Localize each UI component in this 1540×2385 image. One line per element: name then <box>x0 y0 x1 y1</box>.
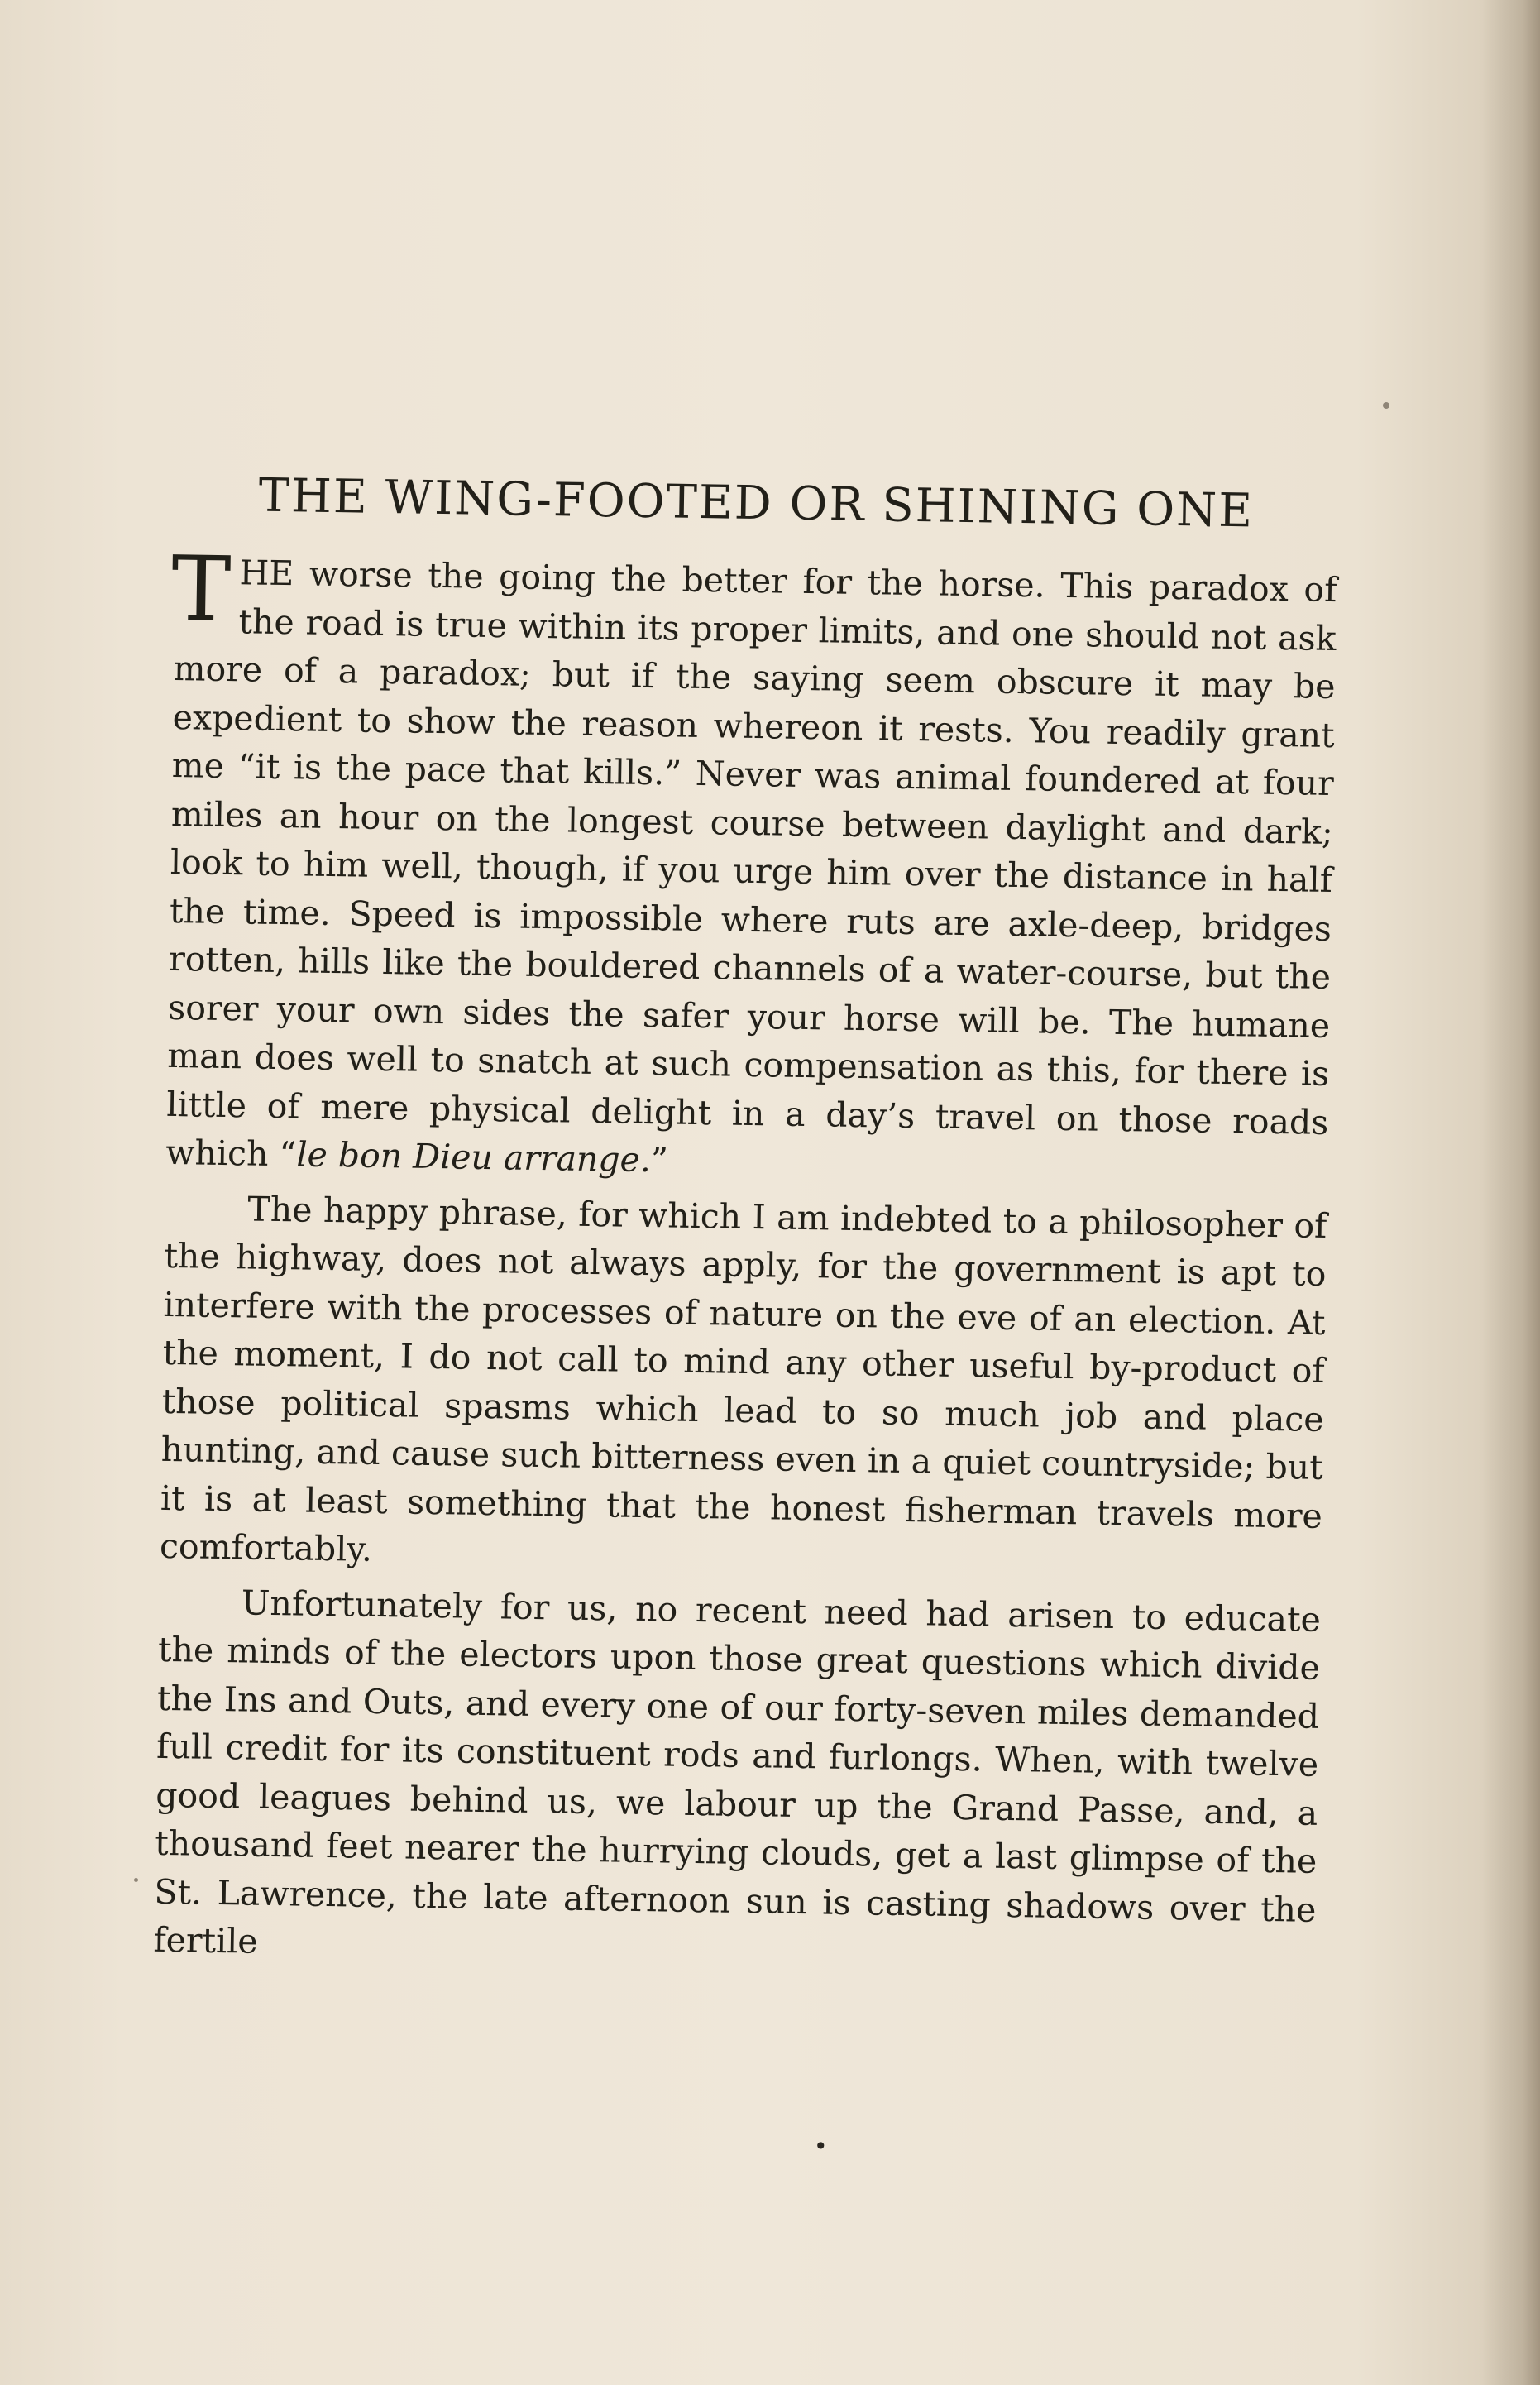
italic-phrase: le bon Dieu arrange. <box>296 1134 652 1181</box>
paragraph-1-text: worse the going the better for the horse. This paradox of the road is true within its proper limits, and one should not ask more of a paradox; but if the saying seem obscure it may be expedient to show the reason whereon it rests. You readily grant me “it is the pace that kills.” Never was animal foundered at four miles an hour on the longest course between daylight and dark; look to him well, though, if you urge him over the distance in half the time. Speed is impossible where ruts are axle-deep, bridges rotten, hills like the bouldered channels of a water-course, but the sorer your own sides the safer your horse will be. The humane man does well to snatch at such compensation as this, for there is little of mere physical delight in a day’s travel on those roads which “ <box>165 553 1337 1175</box>
page-mark: • <box>814 2133 828 2160</box>
paragraph-1 <box>165 537 1337 1195</box>
closing-quote: ” <box>650 1140 669 1181</box>
paper-speck <box>1383 402 1389 409</box>
chapter-title: THE WING-FOOTED OR SHINING ONE <box>258 468 1255 539</box>
page-gutter-shadow <box>1482 0 1540 2385</box>
paragraph-2: The happy phrase, for which I am indebted to a philosopher of the highway, does not always apply, for the government is apt to interfere with the processes of nature on the eve of an election. At the moment, I do not call to mind any other useful by-product of those political spasms which lead to so much job and place hunting, and cause such bitterness even in a quiet countryside; but it is at least something that the honest fisherman travels more comfortably. <box>159 1188 1327 1569</box>
drop-cap: T <box>170 537 232 643</box>
page-content <box>153 467 1337 1971</box>
paragraph-3: Unfortunately for us, no recent need had arisen to educate the minds of the electors upon those great questions which divide the Ins and Outs, and every one of our forty-seven miles demanded full credit for its constituent rods and furlongs. When, with twelve good leagues behind us, we labour up the Grand Passe, and, a thousand feet nearer the hurrying clouds, get a last glimpse of the St. Lawrence, the late afternoon sun is casting shadows over the fertile <box>153 1582 1322 1961</box>
body-text <box>153 537 1337 1982</box>
paper-speck <box>134 1878 138 1882</box>
opening-word: HE <box>239 553 294 594</box>
